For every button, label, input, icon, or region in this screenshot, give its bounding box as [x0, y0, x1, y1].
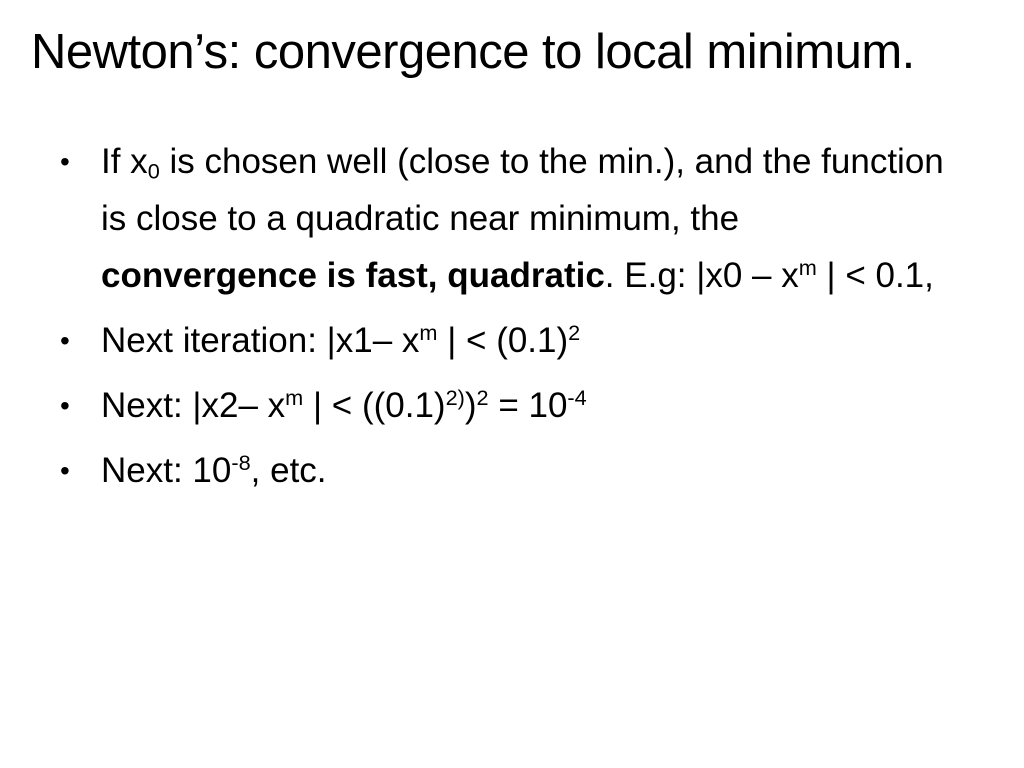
text-run: | < (0.1)	[437, 321, 569, 360]
slide-title: Newton’s: convergence to local minimum.	[31, 25, 915, 79]
bullet-icon: •	[60, 455, 70, 486]
bold-text: convergence is fast, quadratic	[101, 256, 605, 295]
bullet-icon: •	[60, 146, 70, 177]
superscript: 2	[476, 385, 489, 411]
superscript: 2	[568, 320, 581, 346]
text-run: is chosen well (close to the min.), and the function is close to a quadratic near minimum, the	[101, 142, 944, 238]
superscript: 2)	[445, 385, 465, 411]
bullet-text	[101, 386, 587, 425]
text-run: , etc.	[250, 451, 327, 490]
bullet-item-next-etc	[60, 442, 960, 499]
text-run: )	[464, 386, 477, 425]
bullet-icon: •	[60, 390, 70, 421]
bullet-text	[101, 451, 327, 490]
text-run: If x	[101, 142, 148, 181]
bullet-list	[60, 133, 960, 507]
bullet-text	[101, 321, 580, 360]
text-run: . E.g: |x0 – x	[604, 256, 799, 295]
superscript: m	[285, 385, 304, 411]
text-run: | < ((0.1)	[303, 386, 446, 425]
text-run: Next: 10	[101, 451, 232, 490]
text-run: Next iteration: |x1– x	[101, 321, 420, 360]
superscript: -8	[231, 450, 251, 476]
text-run: Next: |x2– x	[101, 386, 286, 425]
subscript: 0	[147, 158, 160, 184]
bullet-item-next-iteration	[60, 312, 960, 369]
bullet-icon: •	[60, 325, 70, 356]
superscript: m	[798, 255, 817, 281]
bullet-text	[101, 142, 944, 295]
superscript: m	[419, 320, 438, 346]
text-run: | < 0.1,	[816, 256, 934, 295]
bullet-item-convergence	[60, 133, 960, 304]
bullet-item-next-x2	[60, 377, 960, 434]
text-run: = 10	[488, 386, 568, 425]
superscript: -4	[567, 385, 587, 411]
